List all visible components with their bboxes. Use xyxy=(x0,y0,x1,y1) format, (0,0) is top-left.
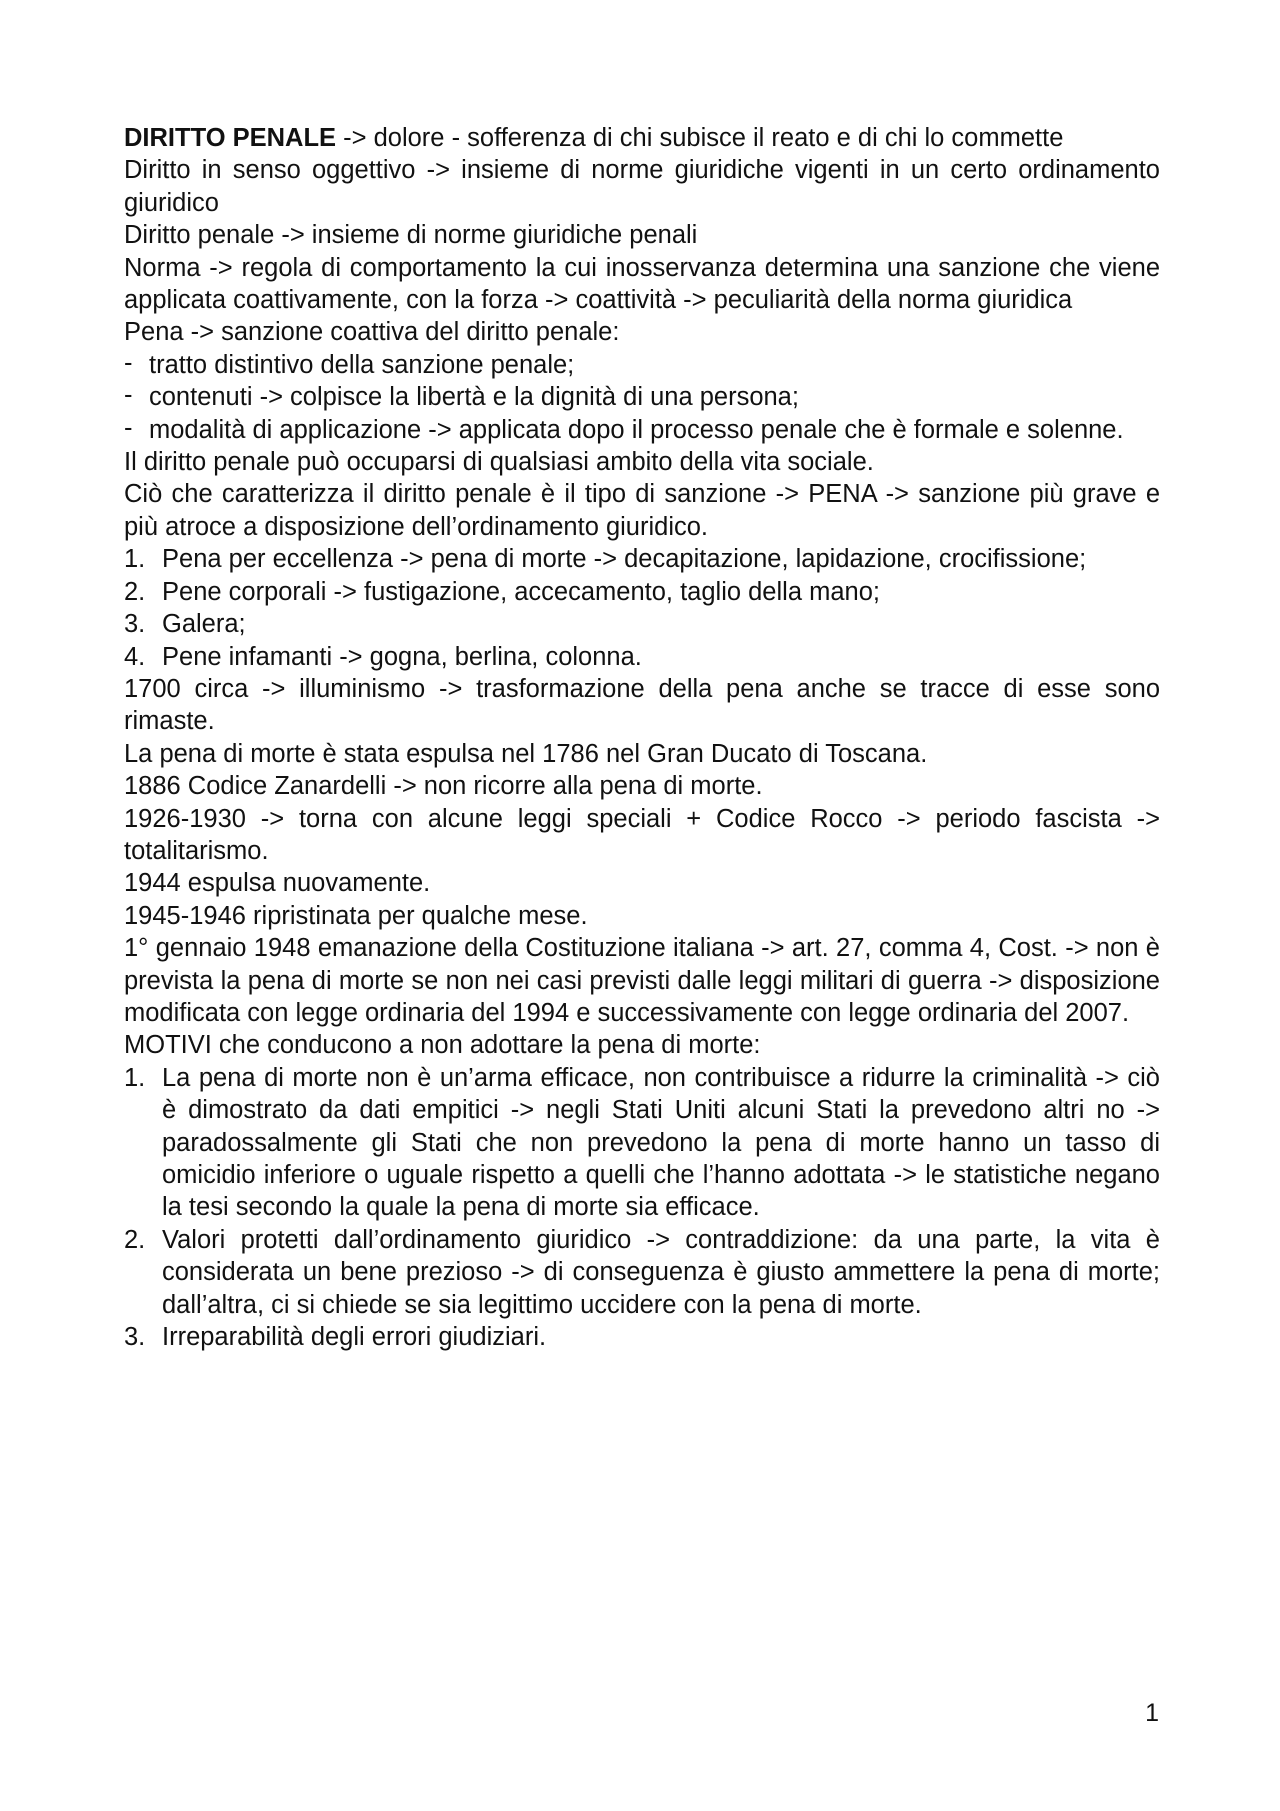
list-item: - modalità di applicazione -> applicata dopo il processo penale che è formale e solenne. xyxy=(124,414,1160,446)
paragraph-zanardelli: 1886 Codice Zanardelli -> non ricorre alla pena di morte. xyxy=(124,772,763,801)
heading-diritto-penale: DIRITTO PENALE xyxy=(124,124,337,152)
paragraph-norma: Norma -> regola di comportamento la cui inosservanza determina una sanzione che viene applicata coattivamente, con la forza -> coattività -> peculiarità della norma giuridica xyxy=(124,253,1160,315)
list-item xyxy=(124,1321,1160,1353)
list-marker: 2. xyxy=(124,1225,146,1254)
page-number: 1 xyxy=(1145,1699,1159,1727)
list-item xyxy=(124,608,1160,640)
paragraph-1945: 1945-1946 ripristinata per qualche mese. xyxy=(124,901,588,930)
list-item-text: La pena di morte non è un’arma efficace, non contribuisce a ridurre la criminalità -> ciò è dimostrato da dati empitici -> negli Stati Uniti alcuni Stati la prevedono altri no -> paradossalmente gli Stati che non prevedono la pena di morte hanno un tasso di omicidio inferiore o uguale rispetto a quelli che l’hanno adottata -> le statistiche negano la tesi secondo la quale la pena di morte sia efficace. xyxy=(162,1063,1160,1222)
list-item: - tratto distintivo della sanzione penale; xyxy=(124,349,1160,381)
list-item-text: Pena per eccellenza -> pena di morte -> decapitazione, lapidazione, crocifissione; xyxy=(162,545,1087,574)
paragraph-ambito: Il diritto penale può occuparsi di qualsiasi ambito della vita sociale. xyxy=(124,448,874,477)
paragraph-costituzione: 1° gennaio 1948 emanazione della Costituzione italiana -> art. 27, comma 4, Cost. -> non è prevista la pena di morte se non nei casi previsti dalle leggi militari di guerra -> disposizione modificata con legge ordinaria del 1994 e successivamente con legge ordinaria del 2007. xyxy=(124,934,1160,1027)
paragraph-intro xyxy=(124,122,1160,154)
pena-characteristics-list xyxy=(124,349,1160,446)
paragraph-diritto-oggettivo: Diritto in senso oggettivo -> insieme di norme giuridiche vigenti in un certo ordinamento giuridico xyxy=(124,156,1160,217)
paragraph-diritto-penale: Diritto penale -> insieme di norme giuridiche penali xyxy=(124,221,698,250)
intro-text: -> dolore - sofferenza di chi subisce il reato e di chi lo commette xyxy=(336,124,1064,152)
list-item xyxy=(124,1062,1160,1224)
paragraph-rocco: 1926-1930 -> torna con alcune leggi speciali + Codice Rocco -> periodo fascista -> totalitarismo. xyxy=(124,804,1160,865)
list-marker: 1. xyxy=(124,1063,146,1092)
list-marker: 3. xyxy=(124,1323,146,1352)
paragraph-sanzione: Ciò che caratterizza il diritto penale è il tipo di sanzione -> PENA -> sanzione più grave e più atroce a disposizione dell’ordinamento giuridico. xyxy=(124,480,1160,541)
paragraph-illuminismo: 1700 circa -> illuminismo -> trasformazione della pena anche se tracce di esse sono rimaste. xyxy=(124,674,1160,736)
list-marker: 1. xyxy=(124,545,146,574)
motivi-list xyxy=(124,1062,1160,1354)
list-item xyxy=(124,543,1160,575)
document-body xyxy=(124,122,1160,1353)
paragraph-toscana: La pena di morte è stata espulsa nel 1786 nel Gran Ducato di Toscana. xyxy=(124,739,928,768)
list-item-text: Galera; xyxy=(162,610,246,639)
list-item-text: Pene infamanti -> gogna, berlina, colonna. xyxy=(162,642,642,671)
pene-list xyxy=(124,543,1160,673)
paragraph-1944: 1944 espulsa nuovamente. xyxy=(124,869,431,898)
list-item-text: Pene corporali -> fustigazione, accecamento, taglio della mano; xyxy=(162,577,880,606)
paragraph-motivi: MOTIVI che conducono a non adottare la pena di morte: xyxy=(124,1031,761,1060)
list-item-text: Irreparabilità degli errori giudiziari. xyxy=(162,1323,547,1352)
list-marker: 4. xyxy=(124,642,146,671)
list-item-text: Valori protetti dall’ordinamento giuridico -> contraddizione: da una parte, la vita è considerata un bene prezioso -> di conseguenza è giusto ammettere la pena di morte; dall’altra, ci si chiede se sia legittimo uccidere con la pena di morte. xyxy=(162,1225,1160,1319)
list-marker: 2. xyxy=(124,577,146,606)
list-item xyxy=(124,1224,1160,1321)
list-item xyxy=(124,576,1160,608)
list-item: - contenuti -> colpisce la libertà e la dignità di una persona; xyxy=(124,381,1160,413)
paragraph-pena: Pena -> sanzione coattiva del diritto penale: xyxy=(124,318,620,347)
list-marker: 3. xyxy=(124,610,146,639)
list-item xyxy=(124,641,1160,673)
